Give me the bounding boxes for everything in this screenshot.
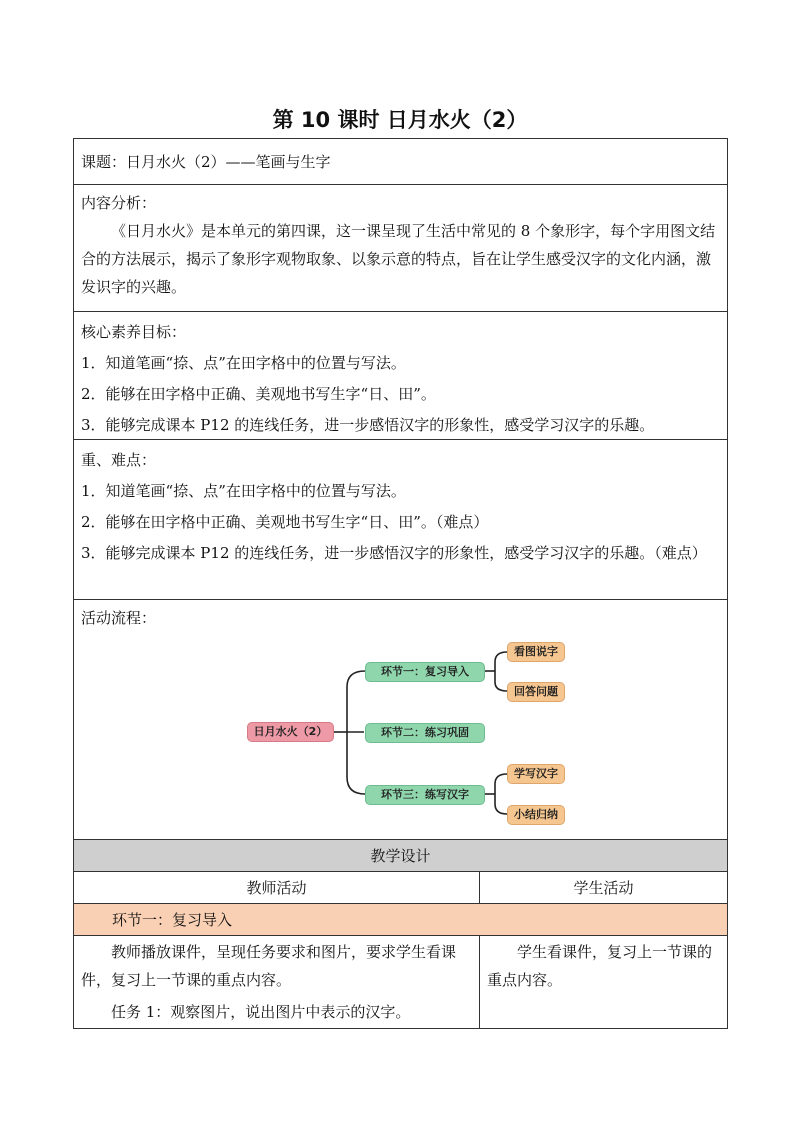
core-goal-item: 3．能够完成课本 P12 的连线任务，进一步感悟汉字的形象性，感受学习汉字的乐趣。 — [81, 416, 655, 434]
flow-stage-1: 环节一：复习导入 — [365, 662, 485, 682]
lesson-plan-table — [73, 138, 728, 1029]
stage-1-label: 环节一：复习导入 — [74, 904, 728, 936]
leaf-bracket-1 — [495, 652, 507, 691]
activity-flow-row — [74, 600, 728, 840]
flow-stage-3: 环节三：练写汉字 — [365, 785, 485, 805]
design-heading: 教学设计 — [74, 840, 728, 872]
key-point-item: 3．能够完成课本 P12 的连线任务，进一步感悟汉字的形象性，感受学习汉字的乐趣。（难点） — [81, 544, 707, 562]
teacher-activity-text: 教师播放课件，呈现任务要求和图片，要求学生看课件，复习上一节课的重点内容。 — [81, 943, 457, 989]
key-point-item: 2．能够在田字格中正确、美观地书写生字“日、田”。（难点） — [81, 513, 489, 531]
flow-leaf-2: 回答问题 — [507, 682, 565, 702]
key-points-heading: 重、难点： — [81, 451, 157, 469]
teacher-task-1: 任务 1：观察图片，说出图片中表示的汉字。 — [111, 1003, 411, 1021]
leaf-bracket-2 — [495, 774, 507, 814]
activity-flow-diagram — [81, 632, 720, 838]
stage-row — [74, 904, 728, 936]
content-analysis-heading: 内容分析： — [81, 194, 157, 212]
page-title: 第 10 课时 日月水火（2） — [272, 108, 528, 132]
content-analysis-row — [74, 185, 728, 312]
core-goal-item: 2．能够在田字格中正确、美观地书写生字“日、田”。 — [81, 385, 436, 403]
student-activity-header: 学生活动 — [480, 872, 728, 904]
key-point-item: 1．知道笔画“捺、点”在田字格中的位置与写法。 — [81, 482, 406, 500]
core-goal-item: 1．知道笔画“捺、点”在田字格中的位置与写法。 — [81, 354, 406, 372]
activity-row — [74, 936, 728, 1029]
column-header-row — [74, 872, 728, 904]
student-activity-text: 学生看课件，复习上一节课的重点内容。 — [487, 943, 713, 989]
flow-leaf-1: 看图说字 — [507, 642, 565, 662]
lesson-subject: 课题：日月水火（2）——笔画与生字 — [74, 139, 728, 185]
design-header-row — [74, 840, 728, 872]
teacher-activity-header: 教师活动 — [74, 872, 480, 904]
activity-flow-heading: 活动流程： — [81, 609, 157, 627]
subject-row — [74, 139, 728, 185]
flow-root: 日月水火（2） — [247, 722, 334, 742]
flow-leaf-4: 小结归纳 — [507, 805, 565, 825]
flow-stage-2: 环节二：练习巩固 — [365, 723, 485, 743]
key-points-row — [74, 440, 728, 600]
core-goals-row — [74, 312, 728, 440]
flow-leaf-3: 学写汉字 — [507, 764, 565, 784]
core-goals-heading: 核心素养目标： — [81, 323, 187, 341]
content-analysis-body: 《日月水火》是本单元的第四课，这一课呈现了生活中常见的 8 个象形字，每个字用图文结合的方法展示，揭示了象形字观物取象、以象示意的特点，旨在让学生感受汉字的文化内涵，激发识字的兴趣。 — [81, 222, 716, 296]
